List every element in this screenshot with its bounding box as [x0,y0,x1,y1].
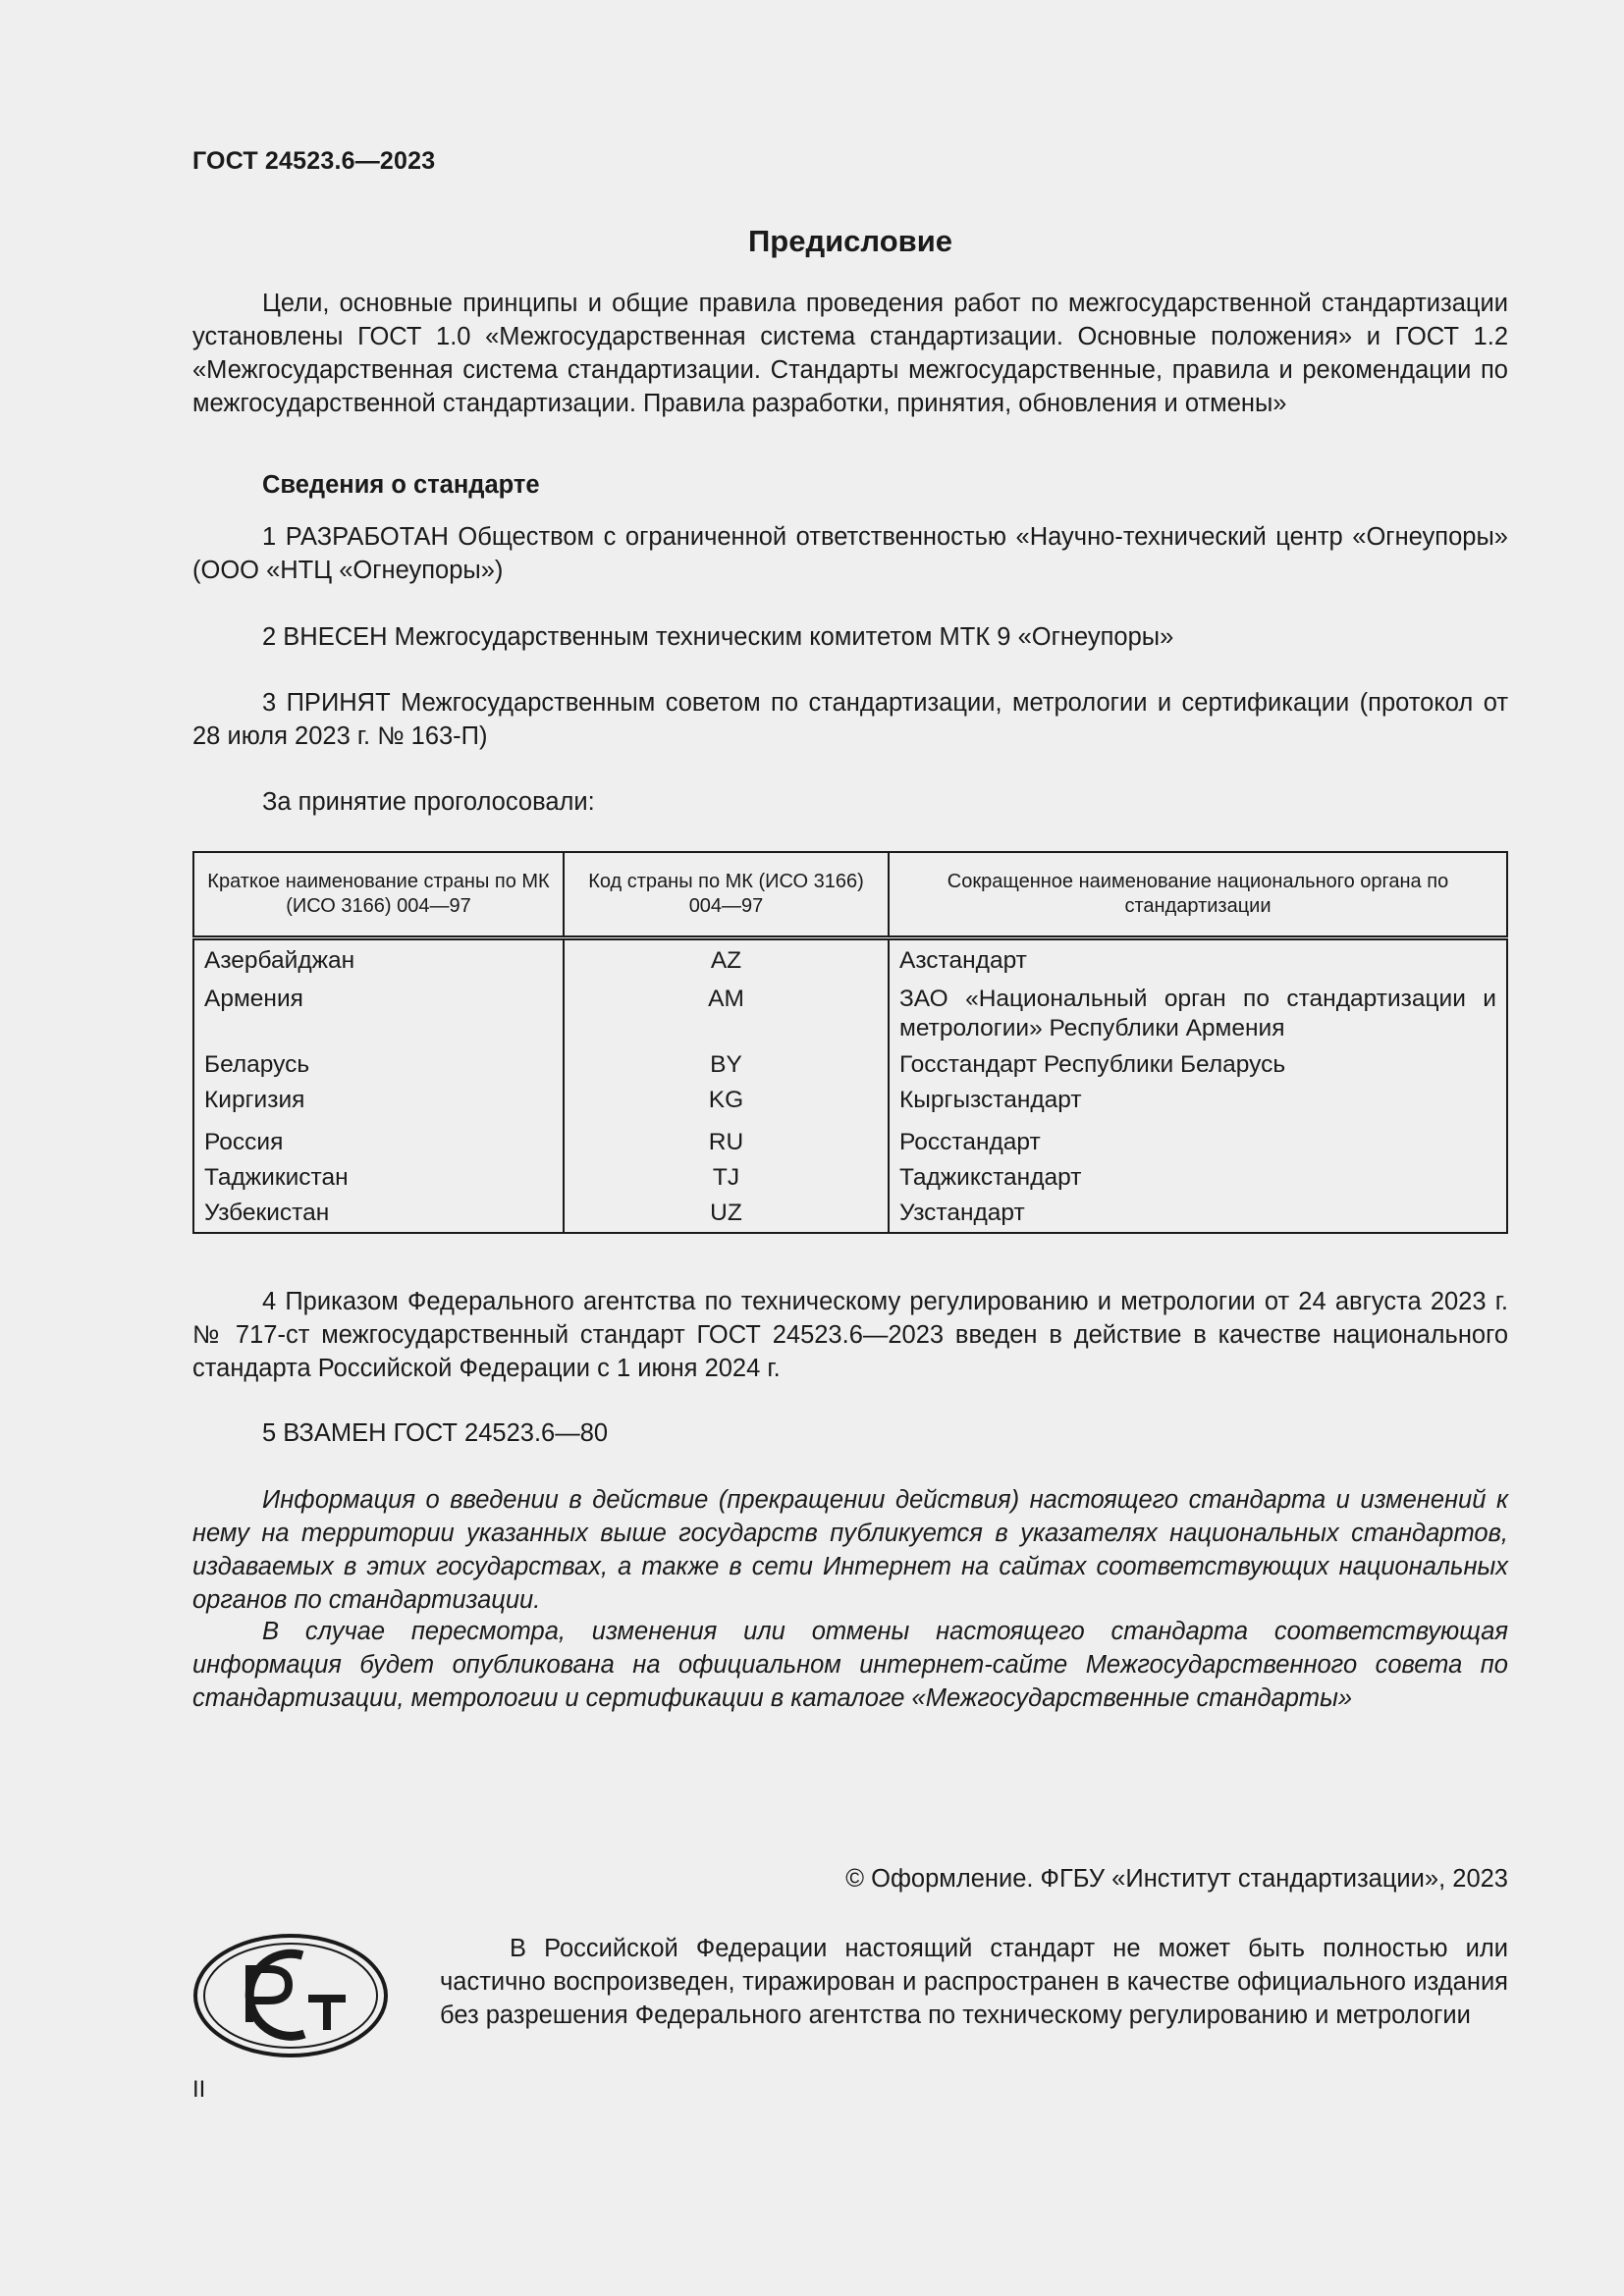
table-row [193,1160,1507,1196]
country-name: Россия [193,1125,564,1160]
voted-label: За принятие проголосовали: [262,788,595,816]
country-name: Беларусь [193,1046,564,1083]
country-code: RU [564,1125,889,1160]
national-authority: Таджикстандарт [899,1164,1082,1191]
item-developed: 1 РАЗРАБОТАН Обществом с ограниченной ответственностью «Научно-технический центр «Огнеупоры» (ООО «НТЦ «Огнеупоры») [192,523,1508,584]
country-code: UZ [564,1196,889,1233]
italic-note-revision: В случае пересмотра, изменения или отмены настоящего стандарта соответствующая информация будет опубликована на официальном интернет-сайте Межгосударственного совета по стандартизации, метрологии и сертификации в каталоге «Межгосударственные стандарты» [192,1618,1508,1712]
national-authority: Госстандарт Республики Беларусь [899,1051,1286,1078]
country-name: Узбекистан [193,1196,564,1233]
info-heading: Сведения о стандарте [262,471,540,499]
page-title: Предисловие [747,224,952,258]
column-header-authority: Сокращенное наименование национального органа по стандартизации [889,852,1507,938]
column-header-code: Код страны по МК (ИСО 3166) 004—97 [564,852,889,938]
table-row [193,1083,1507,1125]
national-authority: Узстандарт [899,1200,1025,1226]
table-row [193,1196,1507,1233]
intro-paragraph: Цели, основные принципы и общие правила проведения работ по межгосударственной стандартизации установлены ГОСТ 1.0 «Межгосударственная система стандартизации. Основные положения» и ГОСТ 1.2 «Межгосударственная система стандартизации. Стандарты межгосударственные, правила и рекомендации по межгосударственной стандартизации. Правила разработки, принятия, обновления и отмены» [192,290,1508,417]
page-number: II [192,2076,206,2103]
item-replaces: 5 ВЗАМЕН ГОСТ 24523.6—80 [262,1419,609,1447]
table-header-row [193,852,1507,938]
country-code: KG [564,1083,889,1125]
country-name: Киргизия [193,1083,564,1125]
country-code: TJ [564,1160,889,1196]
italic-note-info: Информация о введении в действие (прекращении действия) настоящего стандарта и изменений к нему на территории указанных выше государств публикуется в указателях национальных стандартов, издаваемых в этих государствах, а также в сети Интернет на сайтах соответствующих национальных органов по стандартизации. [192,1486,1508,1614]
voting-countries-table [192,851,1508,1234]
table-row [193,938,1507,980]
item-introduced: 2 ВНЕСЕН Межгосударственным техническим комитетом МТК 9 «Огнеупоры» [262,623,1174,651]
country-code: BY [564,1046,889,1083]
country-name: Армения [193,979,564,1046]
national-authority: ЗАО «Национальный орган по стандартизации и метрологии» Республики Армения [899,986,1496,1041]
standard-id-header: ГОСТ 24523.6—2023 [192,147,436,175]
reproduction-notice: В Российской Федерации настоящий стандарт не может быть полностью или частично воспроизведен, тиражирован и распространен в качестве официального издания без разрешения Федерального агентства по техническому регулированию и метрологии [440,1935,1508,2029]
country-name: Таджикистан [193,1160,564,1196]
copyright-line: © Оформление. ФГБУ «Институт стандартизации», 2023 [845,1865,1508,1893]
national-authority: Кыргызстандарт [899,1087,1082,1113]
table-row [193,1125,1507,1160]
country-code: AM [564,979,889,1046]
country-code: AZ [564,938,889,980]
country-name: Азербайджан [193,938,564,980]
rst-certification-mark-icon [192,1932,389,2059]
table-row [193,979,1507,1046]
national-authority: Азстандарт [899,947,1027,974]
table-row [193,1046,1507,1083]
item-order: 4 Приказом Федерального агентства по техническому регулированию и метрологии от 24 августа 2023 г. № 717-ст межгосударственный стандарт ГОСТ 24523.6—2023 введен в действие в качестве национального стандарта Российской Федерации с 1 июня 2024 г. [192,1288,1508,1382]
item-adopted: 3 ПРИНЯТ Межгосударственным советом по стандартизации, метрологии и сертификации (протокол от 28 июля 2023 г. № 163-П) [192,689,1508,750]
column-header-country: Краткое наименование страны по МК (ИСО 3166) 004—97 [193,852,564,938]
national-authority: Росстандарт [899,1129,1041,1155]
